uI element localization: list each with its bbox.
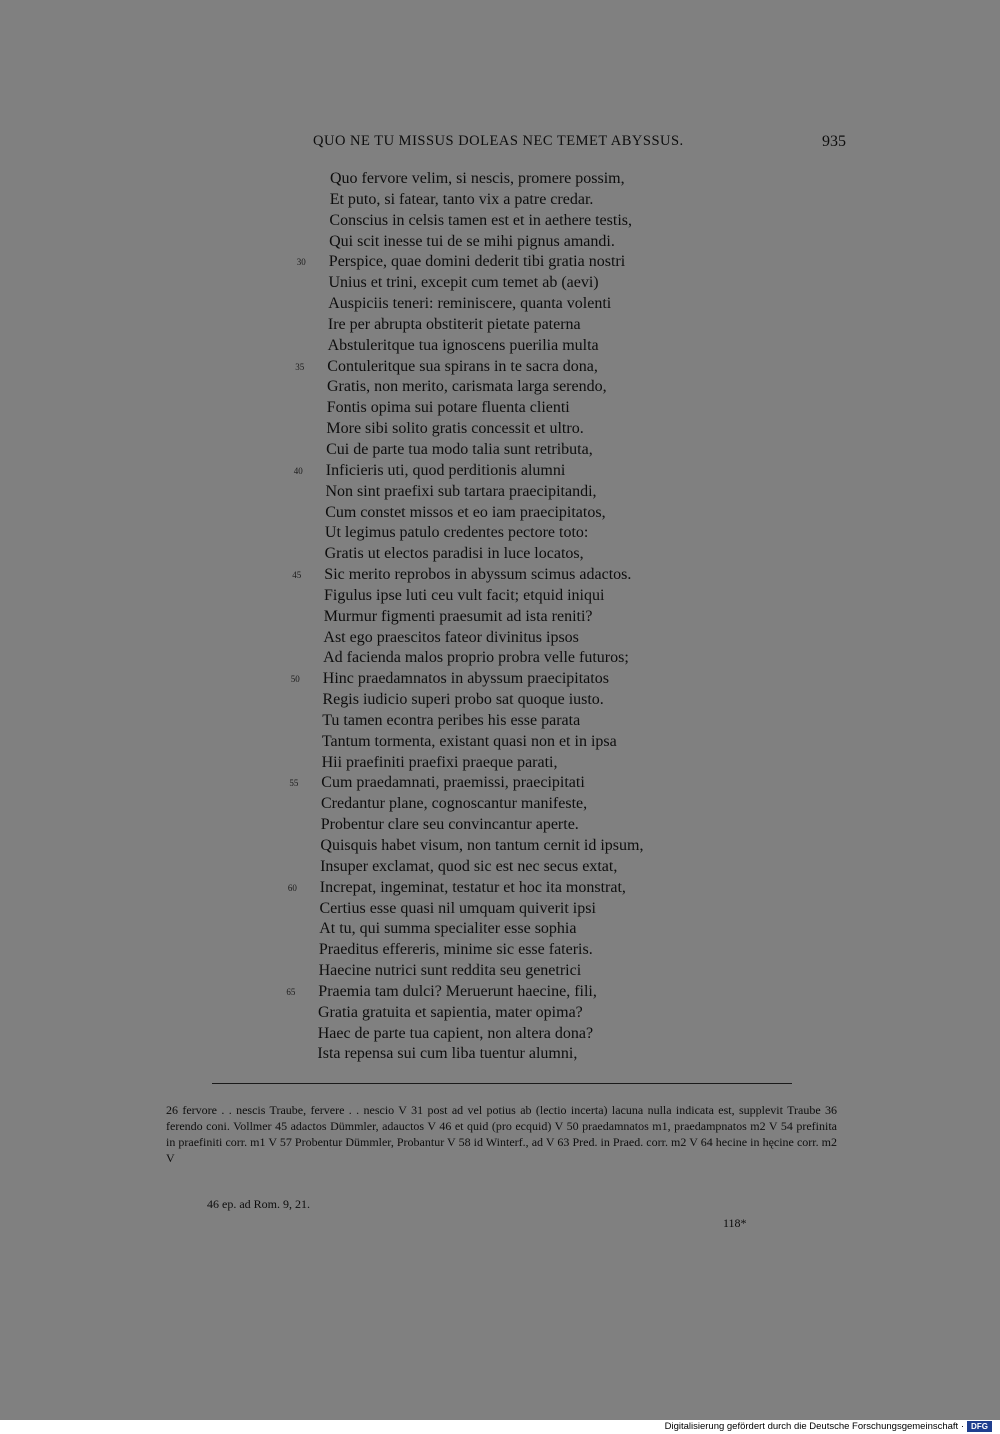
verse-text: At tu, qui summa specialiter esse sophia: [319, 920, 577, 938]
verse-line: [290, 461, 850, 482]
verse-line: [290, 252, 850, 273]
verse-line: [290, 419, 850, 440]
verse-text: Ire per abrupta obstiterit pietate paterna: [327, 315, 581, 333]
apparatus-text: 26 fervore . . nescis Traube, fervere . . nescio V 31 post ad vel potius ab (lectio incerta) lacuna nulla indicata est, supplevit Traube 36 ferendo coni. Vollmer 45 adactos Dümmler, adauctos V 46 et quid (pro ecquid) V 50 praedamnatos m1, praedampnatos m2 V 54 prefinita in praefiniti corr. m1 V 57 Probentur Dümmler, Probantur V 58 id Winterf., ad V 63 Pred. in Praed. corr. m2 V 64 hecine in hęcine corr. m2 V: [166, 1103, 837, 1165]
verse-text: Quisquis habet visum, non tantum cernit id ipsum,: [320, 837, 644, 854]
verse-text: Certius esse quasi nil umquam quiverit ipsi: [319, 899, 596, 917]
verse-line: [290, 273, 850, 294]
verse-line: [290, 482, 850, 503]
verse-line: [290, 523, 850, 544]
verse-text: Ad facienda malos proprio probra velle futuros;: [323, 649, 629, 667]
verse-line: [290, 190, 850, 211]
dfg-logo-icon: DFG: [967, 1421, 992, 1432]
verse-line: [290, 586, 850, 607]
verse-text: Ast ego praescitos fateor divinitus ipsos: [323, 628, 579, 646]
verse-line: [290, 398, 850, 419]
verse-line: [290, 503, 850, 524]
verse-text: Praemia tam dulci? Meruerunt haecine, fili,: [318, 982, 597, 1000]
verse-text: Credantur plane, cognoscantur manifeste,: [321, 795, 588, 813]
verse-text: Tantum tormenta, existant quasi non et in ipsa: [321, 732, 617, 750]
critical-apparatus: [166, 1102, 837, 1166]
verse-line: [290, 648, 850, 669]
verse-text: Ut legimus patulo credentes pectore toto:: [324, 524, 589, 542]
verse-text: Haec de parte tua capient, non altera dona?: [317, 1024, 594, 1042]
verse-text: Figulus ipse luti ceu vult facit; etquid iniqui: [324, 586, 605, 604]
line-number: 60: [287, 882, 297, 893]
verse-text: Gratia gratuita et sapientia, mater opima?: [318, 1003, 583, 1021]
page-number: 935: [822, 133, 846, 150]
verse-text: Fontis opima sui potare fluenta clienti: [326, 399, 570, 417]
verse-text: Cui de parte tua modo talia sunt retributa,: [326, 440, 593, 458]
line-number: 50: [290, 674, 300, 685]
line-number: 35: [295, 361, 305, 372]
verse-line: [290, 377, 850, 398]
verse-text: Tu tamen econtra peribes his esse parata: [322, 711, 581, 729]
verse-line: [290, 565, 850, 586]
verse-text: Insuper exclamat, quod sic est nec secus extat,: [320, 857, 618, 875]
verse-text: Sic merito reprobos in abyssum scimus adactos.: [324, 566, 632, 584]
line-number: 40: [293, 465, 303, 476]
verse-text: More sibi solito gratis concessit et ultro.: [326, 420, 584, 438]
verse-block: [286, 169, 850, 1065]
verse-text: Probentur clare seu convincantur aperte.: [320, 816, 579, 834]
verse-line: [290, 1044, 850, 1065]
verse-line: [290, 669, 850, 690]
verse-line: [290, 794, 850, 815]
verse-line: [290, 336, 850, 357]
verse-line: [290, 711, 850, 732]
verse-text: Et puto, si fatear, tanto vix a patre credar.: [329, 190, 594, 208]
verse-line: [290, 211, 850, 232]
verse-text: Hii praefiniti praefixi praeque parati,: [321, 753, 558, 771]
source-note: 46 ep. ad Rom. 9, 21.: [207, 1197, 310, 1211]
verse-text: Praeditus effereris, minime sic esse fateris.: [318, 941, 593, 959]
verse-line: [290, 357, 850, 378]
verse-line: [290, 315, 850, 336]
verse-line: [290, 753, 850, 774]
verse-line: [290, 732, 850, 753]
verse-text: Cum praedamnati, praemissi, praecipitati: [321, 774, 585, 792]
verse-text: Increpat, ingeminat, testatur et hoc ita monstrat,: [319, 878, 626, 896]
verse-line: [290, 1003, 850, 1024]
verse-text: Conscius in celsis tamen est et in aethere testis,: [329, 211, 632, 229]
verse-text: Haecine nutrici sunt reddita seu genetrici: [318, 962, 582, 980]
verse-line: [290, 940, 850, 961]
footnote-rule: [212, 1083, 792, 1084]
verse-line: [290, 232, 850, 253]
verse-line: [290, 628, 850, 649]
verse-line: [286, 982, 850, 1003]
verse-line: [287, 878, 850, 899]
verse-line: [290, 544, 850, 565]
verse-line: [290, 607, 850, 628]
verse-text: Abstuleritque tua ignoscens puerilia multa: [327, 336, 599, 354]
verse-text: Auspiciis teneri: reminiscere, quanta volenti: [328, 295, 612, 313]
verse-text: Perspice, quae domini dederit tibi gratia nostri: [328, 253, 626, 271]
sheet-signature: 118*: [723, 1216, 747, 1230]
verse-text: Cum constet missos et eo iam praecipitatos,: [325, 503, 606, 521]
verse-line: [290, 690, 850, 711]
verse-text: Gratis, non merito, carismata larga serendo,: [327, 378, 607, 396]
line-number: 55: [289, 778, 299, 789]
verse-line: [290, 1024, 850, 1045]
verse-line: [290, 899, 850, 920]
verse-line: [290, 919, 850, 940]
verse-text: Gratis ut electos paradisi in luce locatos,: [324, 545, 584, 563]
verse-line: [290, 961, 850, 982]
verse-line: [290, 815, 850, 836]
verse-text: Hinc praedamnatos in abyssum praecipitatos: [322, 670, 609, 688]
verse-text: Contuleritque sua spirans in te sacra dona,: [327, 357, 598, 375]
verse-line: [290, 440, 850, 461]
verse-line: [290, 857, 850, 878]
verse-line: [290, 773, 850, 794]
verse-text: Unius et trini, excepit cum temet ab (aevi): [328, 274, 599, 292]
verse-text: Ista repensa sui cum liba tuentur alumni,: [317, 1045, 578, 1063]
verse-text: Regis iudicio superi probo sat quoque iusto.: [322, 691, 604, 709]
verse-line: [290, 836, 850, 857]
line-number: 65: [286, 986, 296, 997]
verse-text: Murmur figmenti praesumit ad ista reniti?: [323, 607, 593, 625]
verse-text: Inficieris uti, quod perditionis alumni: [325, 461, 566, 479]
running-header: QUO NE TU MISSUS DOLEAS NEC TEMET ABYSSUS.: [313, 133, 684, 149]
verse-line: [290, 169, 850, 190]
line-number: 30: [296, 257, 306, 268]
verse-text: Quo fervore velim, si nescis, promere possim,: [330, 170, 625, 187]
verse-line: [290, 294, 850, 315]
verse-text: Non sint praefixi sub tartara praecipitandi,: [325, 482, 597, 500]
line-number: 45: [292, 570, 302, 581]
footer-credit: Digitalisierung gefördert durch die Deutsche Forschungsgemeinschaft ·: [664, 1421, 964, 1432]
verse-text: Qui scit inesse tui de se mihi pignus amandi.: [329, 232, 615, 250]
